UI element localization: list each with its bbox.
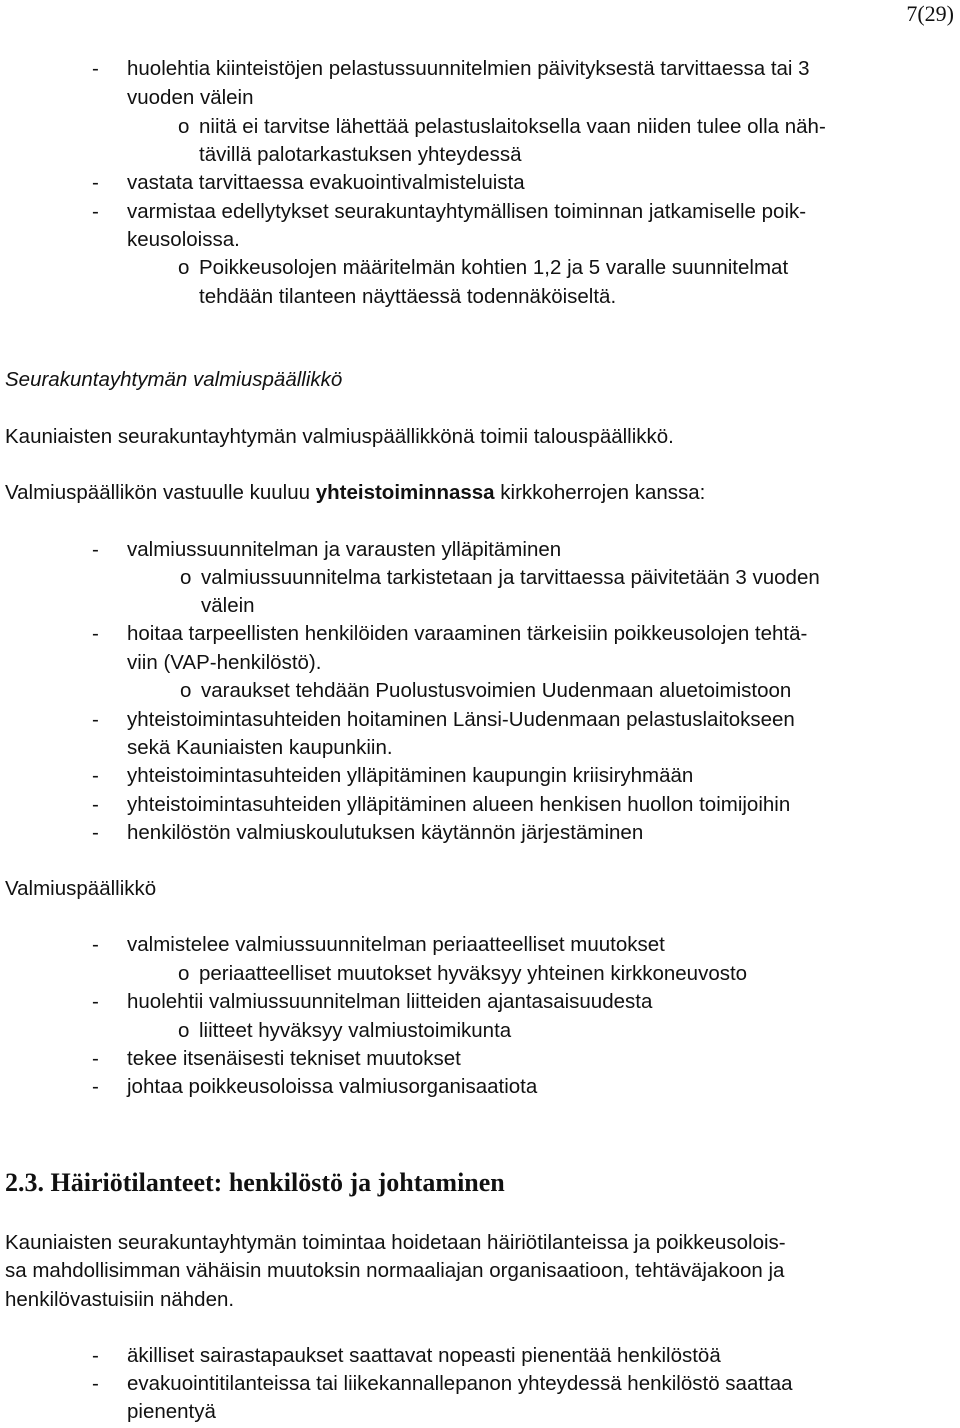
sub-bullet: o bbox=[178, 962, 190, 985]
paragraph: Valmiuspäällikön vastuulle kuuluu yhteistoiminnassa kirkkoherrojen kanssa: bbox=[5, 481, 706, 504]
list-dash: - bbox=[92, 1075, 99, 1098]
paragraph-line: Kauniaisten seurakuntayhtymän toimintaa hoidetaan häiriötilanteissa ja poikkeusolois- bbox=[5, 1231, 786, 1254]
paragraph-line: sa mahdollisimman vähäisin muutoksin normaaliajan organisaatioon, tehtäväjakoon ja bbox=[5, 1259, 785, 1282]
list-item: Poikkeusolojen määritelmän kohtien 1,2 ja 5 varalle suunnitelmat bbox=[199, 256, 789, 279]
section-title: Valmiuspäällikkö bbox=[5, 877, 157, 900]
sub-bullet: o bbox=[178, 1019, 190, 1042]
list-dash: - bbox=[92, 708, 99, 731]
list-item: äkilliset sairastapaukset saattavat nopeasti pienentää henkilöstöä bbox=[127, 1344, 721, 1367]
list-dash: - bbox=[92, 171, 99, 194]
list-item: välein bbox=[201, 594, 255, 617]
list-item: yhteistoimintasuhteiden ylläpitäminen kaupungin kriisiryhmään bbox=[127, 764, 694, 787]
paragraph-line: henkilövastuisiin nähden. bbox=[5, 1288, 235, 1311]
list-item: yhteistoimintasuhteiden hoitaminen Länsi-Uudenmaan pelastuslaitokseen bbox=[127, 708, 795, 731]
list-dash: - bbox=[92, 200, 99, 223]
list-item: valmiussuunnitelman ja varausten ylläpitäminen bbox=[127, 538, 562, 561]
list-item: sekä Kauniaisten kaupunkiin. bbox=[127, 736, 393, 759]
list-dash: - bbox=[92, 990, 99, 1013]
list-item: huolehtii valmiussuunnitelman liitteiden ajantasaisuudesta bbox=[127, 990, 653, 1013]
paragraph: Kauniaisten seurakuntayhtymän valmiuspäällikkönä toimii talouspäällikkö. bbox=[5, 425, 674, 448]
list-dash: - bbox=[92, 793, 99, 816]
list-item: varaukset tehdään Puolustusvoimien Uudenmaan aluetoimistoon bbox=[201, 679, 792, 702]
list-item: valmiussuunnitelma tarkistetaan ja tarvittaessa päivitetään 3 vuoden bbox=[201, 566, 820, 589]
list-item: yhteistoimintasuhteiden ylläpitäminen alueen henkisen huollon toimijoihin bbox=[127, 793, 791, 816]
list-item: valmistelee valmiussuunnitelman periaatteelliset muutokset bbox=[127, 933, 665, 956]
list-dash: - bbox=[92, 1344, 99, 1367]
list-dash: - bbox=[92, 1047, 99, 1070]
sub-bullet: o bbox=[180, 566, 192, 589]
list-item: johtaa poikkeusoloissa valmiusorganisaatiota bbox=[127, 1075, 538, 1098]
list-item: huolehtia kiinteistöjen pelastussuunnitelmien päivityksestä tarvittaessa tai 3 bbox=[127, 57, 810, 80]
list-dash: - bbox=[92, 821, 99, 844]
list-item: tävillä palotarkastuksen yhteydessä bbox=[199, 143, 522, 166]
list-item: keusoloissa. bbox=[127, 228, 240, 251]
sub-bullet: o bbox=[178, 256, 190, 279]
list-dash: - bbox=[92, 57, 99, 80]
list-dash: - bbox=[92, 764, 99, 787]
list-item: tehdään tilanteen näyttäessä todennäköiseltä. bbox=[199, 285, 617, 308]
list-item: pienentyä bbox=[127, 1400, 216, 1423]
list-item: vastata tarvittaessa evakuointivalmisteluista bbox=[127, 171, 525, 194]
list-item: tekee itsenäisesti tekniset muutokset bbox=[127, 1047, 461, 1070]
list-item: vuoden välein bbox=[127, 86, 254, 109]
list-item: varmistaa edellytykset seurakuntayhtymällisen toiminnan jatkamiselle poik- bbox=[127, 200, 807, 223]
page-number: 7(29) bbox=[906, 1, 954, 26]
list-dash: - bbox=[92, 538, 99, 561]
section-heading: 2.3. Häiriötilanteet: henkilöstö ja johtaminen bbox=[5, 1168, 505, 1197]
section-title: Seurakuntayhtymän valmiuspäällikkö bbox=[5, 368, 343, 391]
sub-bullet: o bbox=[180, 679, 192, 702]
list-item: liitteet hyväksyy valmiustoimikunta bbox=[199, 1019, 512, 1042]
sub-bullet: o bbox=[178, 115, 190, 138]
list-item: henkilöstön valmiuskoulutuksen käytännön järjestäminen bbox=[127, 821, 644, 844]
list-item: periaatteelliset muutokset hyväksyy yhteinen kirkkoneuvosto bbox=[199, 962, 748, 985]
list-dash: - bbox=[92, 1372, 99, 1395]
list-item: hoitaa tarpeellisten henkilöiden varaaminen tärkeisiin poikkeusolojen tehtä- bbox=[127, 622, 808, 645]
list-dash: - bbox=[92, 622, 99, 645]
list-item: evakuointitilanteissa tai liikekannallepanon yhteydessä henkilöstö saattaa bbox=[127, 1372, 793, 1395]
list-item: viin (VAP-henkilöstö). bbox=[127, 651, 322, 674]
list-item: niitä ei tarvitse lähettää pelastuslaitoksella vaan niiden tulee olla näh- bbox=[199, 115, 826, 138]
list-dash: - bbox=[92, 933, 99, 956]
bold-term: yhteistoiminnassa bbox=[315, 481, 495, 504]
